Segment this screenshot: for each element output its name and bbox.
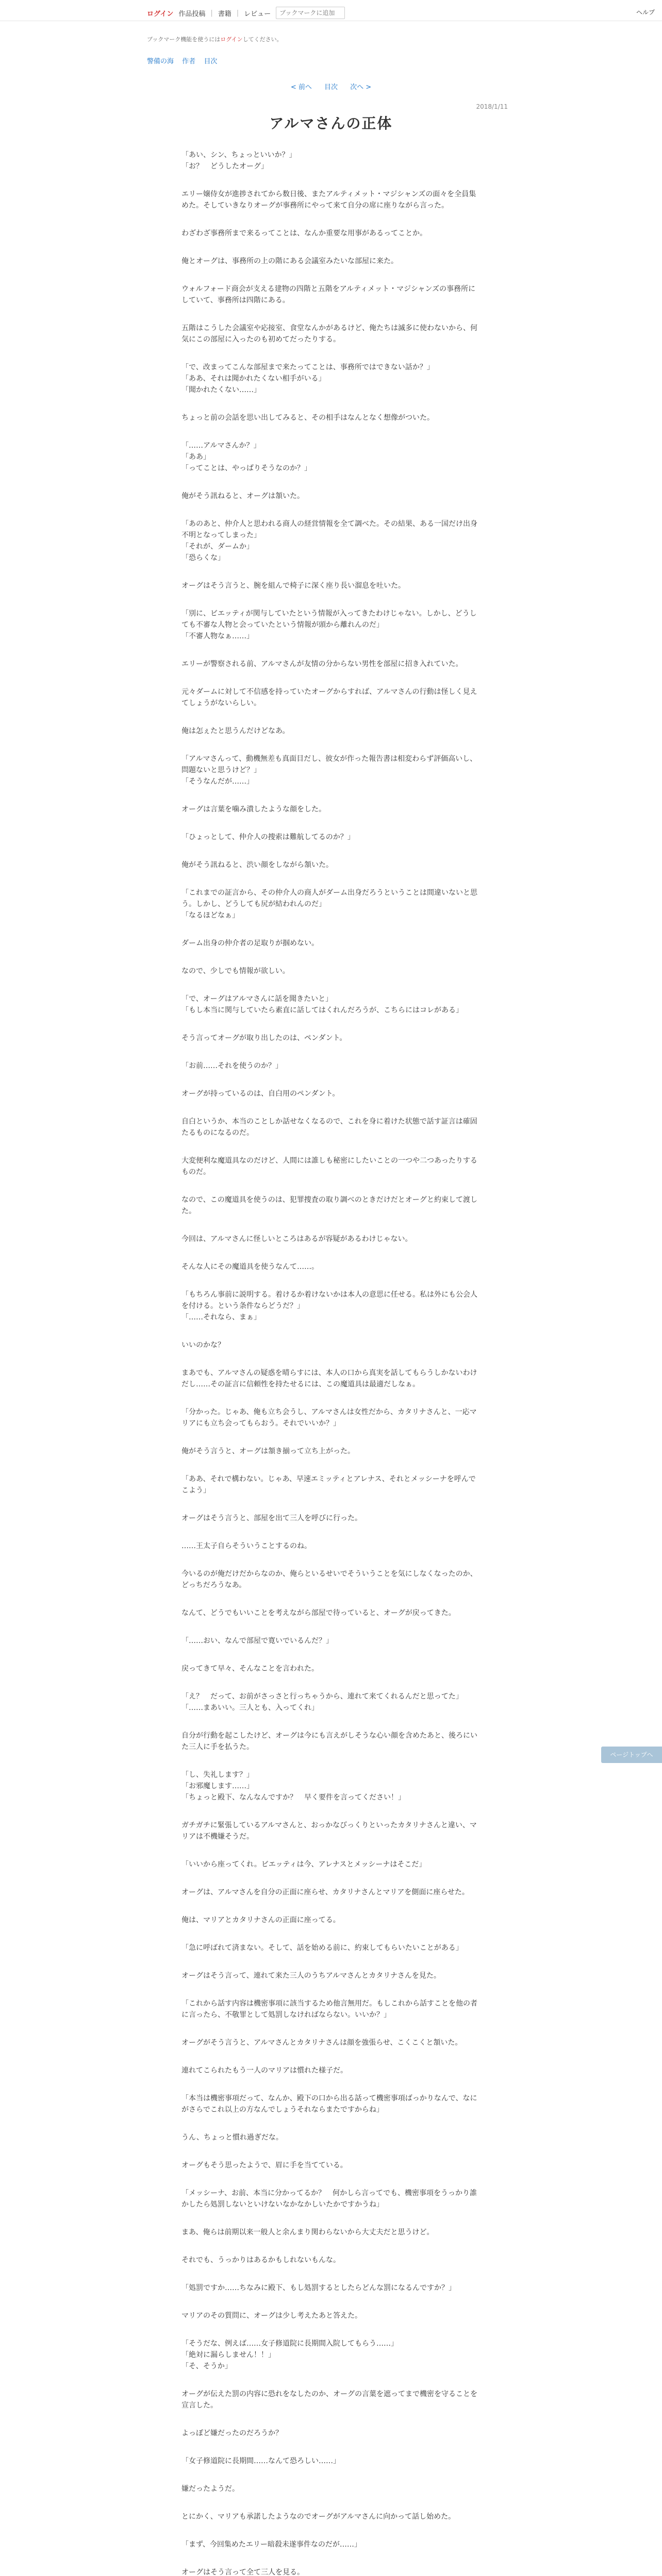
paragraph xyxy=(181,2188,481,2210)
paragraph-gap xyxy=(181,267,481,283)
nav-divider: | xyxy=(236,9,239,17)
paragraph-gap xyxy=(181,1714,481,1730)
paragraph-gap xyxy=(181,1245,481,1261)
paragraph-line: 「お邪魔します……」 xyxy=(181,1782,254,1790)
paragraph-line: なので、この魔道具を使うのは、犯罪捜査の取り調べのときだけだとオーグと約束して渡した。 xyxy=(181,1196,477,1215)
paragraph xyxy=(181,804,481,815)
paragraph-line: 俺とオーグは、事務所の上の階にある会議室みたいな部屋に来た。 xyxy=(181,257,398,265)
help-link[interactable]: ヘルプ xyxy=(636,9,655,16)
top-navigation-bar xyxy=(0,0,662,21)
paragraph-gap xyxy=(181,564,481,580)
publish-date: 2018/1/11 xyxy=(476,103,508,110)
paragraph xyxy=(181,1859,481,1870)
nav-item-books[interactable]: 書籍 xyxy=(218,10,231,18)
paragraph xyxy=(181,2132,481,2143)
paragraph xyxy=(181,938,481,949)
paragraph xyxy=(181,753,481,787)
paragraph xyxy=(181,1998,481,2021)
paragraph-gap xyxy=(181,1753,481,1769)
paragraph-line: 今回は、アルマさんに怪しいところはあるが容疑があるわけじゃない。 xyxy=(181,1235,412,1243)
paragraph xyxy=(181,2483,481,2495)
paragraph xyxy=(181,1116,481,1139)
paragraph-gap xyxy=(181,709,481,725)
paragraph-line: 「恐らくな」 xyxy=(181,554,225,562)
paragraph xyxy=(181,1289,481,1323)
paragraph-gap xyxy=(181,1842,481,1859)
login-link[interactable]: ログイン xyxy=(147,10,174,18)
paragraph-gap xyxy=(181,2372,481,2388)
paragraph-gap xyxy=(181,1016,481,1032)
paragraph xyxy=(181,2282,481,2294)
paragraph xyxy=(181,1691,481,1714)
paragraph xyxy=(181,1340,481,1351)
paragraph-gap xyxy=(181,306,481,323)
paragraph-line: オーグが伝えた罰の内容に恐れをなしたのか、オーグの言葉を遮ってまで機密を守ることを宣言した。 xyxy=(181,2390,477,2410)
breadcrumb-series[interactable]: 警備の海 xyxy=(147,58,174,65)
episode-body xyxy=(181,149,481,2576)
paragraph-line: 「絶対に漏らしません！！」 xyxy=(181,2351,275,2359)
paragraph xyxy=(181,1406,481,1429)
paragraph-line: 「……おい、なんで部屋で寛いでいるんだ？」 xyxy=(181,1637,333,1645)
breadcrumb xyxy=(147,56,223,65)
paragraph-line: 俺がそう訊ねると、渋い顔をしながら頷いた。 xyxy=(181,861,333,869)
paragraph xyxy=(181,658,481,670)
paragraph-line: 俺は、マリアとカタリナさんの正面に座ってる。 xyxy=(181,1916,340,1924)
paragraph-line: 「メッシーナ、お前、本当に分かってるか？ 何かしら言ってでも、機密事項をうっかり誰かしたら処罰しないといけないなかなかしいたかですかうね」 xyxy=(181,2189,477,2209)
nav-item-review[interactable]: レビュー xyxy=(244,10,271,18)
paragraph xyxy=(181,1663,481,1674)
paragraph xyxy=(181,362,481,396)
paragraph-line: 「……それなら、まぁ」 xyxy=(181,1313,261,1321)
paragraph xyxy=(181,1088,481,1099)
paragraph-line: ちょっと前の会話を思い出してみると、その相手はなんとなく想像がついた。 xyxy=(181,414,434,422)
paragraph-line: 元々ダームに対して不信感を持っていたオーグからすれば、アルマさんの行動は怪しく見えてしょうがないらしい。 xyxy=(181,688,477,707)
paragraph-line: 「処罰ですか……ちなみに殿下、もし処罰するとしたらどんな罰になるんですか？」 xyxy=(181,2284,456,2292)
paragraph xyxy=(181,1568,481,1591)
paragraph xyxy=(181,1887,481,1898)
paragraph-gap xyxy=(181,1552,481,1568)
paragraph-gap xyxy=(181,1496,481,1513)
paragraph xyxy=(181,2455,481,2467)
paragraph-gap xyxy=(181,1273,481,1289)
paragraph-gap xyxy=(181,2171,481,2188)
paragraph-gap xyxy=(181,423,481,440)
paragraph-gap xyxy=(181,921,481,938)
paragraph-line: 「いいから座ってくれ。ビエッティは今、アレナスとメッシーナはそこだ」 xyxy=(181,1860,426,1869)
paragraph xyxy=(181,1261,481,1273)
nav-divider: | xyxy=(210,9,213,17)
breadcrumb-toc[interactable]: 目次 xyxy=(204,58,218,65)
prev-link[interactable]: < 前へ xyxy=(290,83,312,91)
paragraph-line: 今いるのが俺だけだからなのか、俺らといるせいでそういうことを気にしなくなったのか、どっちだろうなあ。 xyxy=(181,1570,477,1589)
paragraph-gap xyxy=(181,843,481,859)
paragraph xyxy=(181,490,481,502)
paragraph xyxy=(181,1155,481,1178)
paragraph-line: 「アルマさんって、動機無差も真面目だし、彼女が作った報告書は相変わらず評価高いし、問題ないと思うけど？」 xyxy=(181,755,477,774)
paragraph xyxy=(181,2255,481,2266)
paragraph-gap xyxy=(181,1323,481,1340)
paragraph-gap xyxy=(181,502,481,518)
paragraph-gap xyxy=(181,1870,481,1887)
paragraph-line: オーグはそう言うと、部屋を出て三人を呼びに行った。 xyxy=(181,1514,362,1522)
paragraph-line: 「急に呼ばれて済まない。そして、話を始める前に、約束してもらいたいことがある」 xyxy=(181,1944,463,1952)
paragraph-line: 「ああ、それは聞かれたくない相手がいる」 xyxy=(181,375,326,383)
paragraph-gap xyxy=(181,1591,481,1607)
paragraph-gap xyxy=(181,1099,481,1116)
paragraph-line: ウォルフォード商会が支える建物の四階と五階をアルティメット・マジシャンズの事務所にしていて、事務所は四階にある。 xyxy=(181,285,476,304)
paragraph xyxy=(181,1769,481,1803)
paragraph-line: エリーが警察される前、アルマさんが友情の分からない男性を部屋に招き入れていた。 xyxy=(181,660,463,668)
paragraph-gap xyxy=(181,396,481,412)
paragraph-line: そう言ってオーグが取り出したのは、ペンダント。 xyxy=(181,1034,347,1042)
paragraph xyxy=(181,1970,481,1981)
paragraph-gap xyxy=(181,2522,481,2539)
paragraph-line: オーグは、アルマさんを自分の正面に座らせ、カタリナさんとマリアを側面に座らせた。 xyxy=(181,1888,469,1896)
paragraph xyxy=(181,1367,481,1390)
paragraph xyxy=(181,412,481,423)
paragraph xyxy=(181,832,481,843)
breadcrumb-author[interactable]: 作者 xyxy=(182,58,196,65)
paragraph-line: 「まず、今回集めたエリー暗殺未遂事件なのだが……」 xyxy=(181,2540,361,2549)
paragraph-gap xyxy=(181,2021,481,2037)
episode-pager xyxy=(0,81,662,91)
paragraph-line: 「で、改まってこんな部屋まで来たってことは、事務所ではできない話か？」 xyxy=(181,363,434,371)
paragraph-line: 自分が行動を起こしたけど、オーグは今にも言えがしそうな心い顔を含めたあと、後ろにいた三人に手を払うた。 xyxy=(181,1732,477,1751)
paragraph-line: 「し、失礼します？」 xyxy=(181,1771,254,1779)
paragraph-line: まあ、俺らは前期以来一般人と余んまり関わらないから大丈夫だと思うけど。 xyxy=(181,2228,434,2236)
page-top-button[interactable]: ページトップへ xyxy=(601,1747,662,1763)
paragraph-gap xyxy=(181,1898,481,1914)
paragraph-gap xyxy=(181,2439,481,2455)
paragraph-line: 「……アルマさんか？」 xyxy=(181,442,261,450)
paragraph xyxy=(181,2310,481,2321)
paragraph xyxy=(181,283,481,306)
paragraph-gap xyxy=(181,2266,481,2282)
paragraph-line: 「そうなんだが……」 xyxy=(181,777,254,786)
paragraph xyxy=(181,2428,481,2439)
paragraph-line: ダーム出身の仲介者の足取りが掴めない。 xyxy=(181,939,319,947)
notice-login-link[interactable]: ログイン xyxy=(220,36,243,43)
paragraph-line: なんて、どうでもいいことを考えながら部屋で待っていると、オーグが戻ってきた。 xyxy=(181,1609,456,1617)
paragraph-line: 「そ、そうか」 xyxy=(181,2362,232,2370)
paragraph-gap xyxy=(181,2495,481,2511)
paragraph-gap xyxy=(181,591,481,608)
paragraph-gap xyxy=(181,211,481,228)
paragraph xyxy=(181,149,481,172)
paragraph-gap xyxy=(181,1429,481,1446)
paragraph xyxy=(181,1820,481,1842)
paragraph-gap xyxy=(181,642,481,658)
paragraph xyxy=(181,518,481,564)
paragraph-line: 「ああ」 xyxy=(181,453,210,461)
paragraph-line: ……王太子自らそういうことするのね。 xyxy=(181,1542,311,1550)
paragraph-gap xyxy=(181,1044,481,1060)
paragraph xyxy=(181,2539,481,2550)
paragraph-gap xyxy=(181,172,481,189)
paragraph xyxy=(181,686,481,709)
paragraph-gap xyxy=(181,1217,481,1233)
paragraph-line: 連れてこられたもう一人のマリアは慣れた様子だ。 xyxy=(181,2066,347,2075)
paragraph-gap xyxy=(181,1139,481,1155)
paragraph-line: 「聞かれたくない……」 xyxy=(181,386,261,394)
paragraph-gap xyxy=(181,1981,481,1998)
paragraph-line: 「で、オーグはアルマさんに話を聞きたいと」 xyxy=(181,995,333,1003)
paragraph-gap xyxy=(181,1072,481,1088)
paragraph-line: 「ちょっと殿下、なんなんですか？ 早く要件を言ってください！」 xyxy=(181,1793,405,1802)
paragraph-line: 「女子修道院に長期間……なんて恐ろしい……」 xyxy=(181,2457,340,2465)
paragraph-line: 俺がそう訊ねると、オーグは頷いた。 xyxy=(181,492,304,500)
paragraph-gap xyxy=(181,1647,481,1663)
paragraph-gap xyxy=(181,2321,481,2338)
paragraph-line: 五階はこうした会議室や応接室、食堂なんかがあるけど、俺たちは滅多に使わないから、何気にこの部屋に入ったのも初めてだったりする。 xyxy=(181,324,477,344)
paragraph xyxy=(181,2567,481,2576)
toc-link[interactable]: 目次 xyxy=(324,83,338,91)
nav-item-post[interactable]: 作品投稿 xyxy=(178,10,206,18)
paragraph-gap xyxy=(181,2115,481,2132)
paragraph-gap xyxy=(181,345,481,362)
paragraph xyxy=(181,1233,481,1245)
paragraph-line: 「なるほどなぁ」 xyxy=(181,911,239,920)
paragraph-line: エリー嬢侍女が進捗されてから数日後、またアルティメット・マジシャンズの面々を全員集めた。そしていきなりオーグが事務所にやって来て自分の席に座りながら言った。 xyxy=(181,190,476,210)
paragraph xyxy=(181,1914,481,1926)
paragraph-line: わざわざ事務所まで来るってことは、なんか重要な用事があるってことか。 xyxy=(181,229,427,238)
paragraph xyxy=(181,440,481,474)
paragraph-line: オーグもそう思ったようで、眉に手を当てている。 xyxy=(181,2161,347,2170)
paragraph-line: とにかく、マリアも承諾したようなのでオーグがアルマさんに向かって話し始めた。 xyxy=(181,2513,456,2521)
search-input[interactable] xyxy=(276,7,345,19)
paragraph xyxy=(181,1607,481,1619)
paragraph xyxy=(181,965,481,977)
paragraph xyxy=(181,1635,481,1647)
paragraph-gap xyxy=(181,1390,481,1406)
paragraph-line: 「別に、ビエッティが関与していたという情報が入ってきたわけじゃない。しかし、どうしても不審な人物と会っていたという情報が頭から離れんのだ」 xyxy=(181,609,477,629)
paragraph-line: オーグはそう言って全て三人を見る。 xyxy=(181,2568,304,2576)
paragraph xyxy=(181,859,481,871)
paragraph xyxy=(181,1730,481,1753)
paragraph xyxy=(181,993,481,1016)
paragraph-line: オーグはそう言うと、腕を組んで椅子に深く座り長い溜息を吐いた。 xyxy=(181,582,405,590)
paragraph xyxy=(181,1194,481,1217)
paragraph-line: 「本当は機密事項だって、なんか、殿下の口から出る話って機密事項ばっかりなんで、なにがさらでこれ以上の方なんでしょうそれならまたですからね」 xyxy=(181,2094,477,2114)
paragraph-line: オーグがそう言うと、アルマさんとカタリナさんは顔を強張らせ、こくこくと頷いた。 xyxy=(181,2039,462,2047)
paragraph-gap xyxy=(181,1351,481,1367)
bookmark-notice xyxy=(147,35,283,43)
paragraph-gap xyxy=(181,2210,481,2227)
paragraph-line: それでも、うっかりはあるかもしれないもんな。 xyxy=(181,2256,340,2264)
paragraph-line: 俺は怎ぇたと思うんだけどなあ。 xyxy=(181,727,290,735)
paragraph-gap xyxy=(181,2411,481,2428)
paragraph-line: 「もちろん事前に説明する。着けるか着けないかは本人の意思に任せる。私は外にも公会人を付ける。という条件ならどうだ？」 xyxy=(181,1291,477,1310)
paragraph-line: 「……まあいい。三人とも、入ってくれ」 xyxy=(181,1704,319,1712)
paragraph-line: 「お前……それを使うのか？」 xyxy=(181,1062,283,1070)
paragraph-gap xyxy=(181,1457,481,1473)
paragraph xyxy=(181,2160,481,2171)
paragraph xyxy=(181,1942,481,1954)
paragraph xyxy=(181,323,481,345)
paragraph-line: オーグは言葉を噛み潰したような顔をした。 xyxy=(181,805,326,814)
paragraph-gap xyxy=(181,2467,481,2483)
paragraph xyxy=(181,2065,481,2076)
paragraph xyxy=(181,2037,481,2048)
paragraph-gap xyxy=(181,2048,481,2065)
paragraph xyxy=(181,887,481,921)
paragraph xyxy=(181,2093,481,2115)
paragraph xyxy=(181,228,481,239)
paragraph-line: 戻ってきて早々、そんなことを言われた。 xyxy=(181,1665,319,1673)
paragraph-line: 「え？ だって、お前がさっさと行っちゃうから、連れて来てくれるんだと思ってた」 xyxy=(181,1692,463,1701)
paragraph-line: 嫌だったようだ。 xyxy=(181,2485,239,2493)
paragraph-gap xyxy=(181,2238,481,2255)
notice-text: ブックマーク機能を使うには xyxy=(147,36,221,43)
paragraph-line: 「あのあと、仲介人と思われる商人の経営情報を全て調べた。その結果、ある一国だけ出身不明となってしまった」 xyxy=(181,520,477,539)
paragraph-line: 「お？ どうしたオーグ」 xyxy=(181,162,268,171)
paragraph-gap xyxy=(181,1178,481,1194)
paragraph-gap xyxy=(181,2294,481,2310)
paragraph-gap xyxy=(181,737,481,753)
next-link[interactable]: 次へ > xyxy=(350,83,372,91)
paragraph xyxy=(181,1513,481,1524)
paragraph xyxy=(181,256,481,267)
paragraph xyxy=(181,580,481,591)
paragraph-gap xyxy=(181,815,481,832)
paragraph-line: ガチガチに緊張しているアルマさんと、おっかなびっくりといったカタリナさんと違い、マリアは不機嫌そうだ。 xyxy=(181,1821,477,1841)
paragraph-gap xyxy=(181,787,481,804)
paragraph-line: 「これまでの証言から、その仲介人の商人がダーム出身だろうということは間違いないと思う。しかし、どうしても尻が結われんのだ」 xyxy=(181,889,477,908)
paragraph-line: 「それが、ダームか」 xyxy=(181,543,254,551)
paragraph xyxy=(181,725,481,737)
notice-suffix: してください。 xyxy=(242,36,283,43)
paragraph-line: 「ああ、それで構わない。じゃあ、早速エミッティとアレナス、それとメッシーナを呼んでこよう」 xyxy=(181,1475,476,1495)
paragraph xyxy=(181,2338,481,2372)
paragraph-line: 「不審人物なぁ……」 xyxy=(181,632,254,640)
paragraph xyxy=(181,2388,481,2411)
paragraph-line: 「ってことは、やっぱりそうなのか？」 xyxy=(181,464,311,472)
paragraph-line: なので、少しでも情報が欲しい。 xyxy=(181,967,290,975)
paragraph-line: オーグはそう言って、連れて来た三人のうちアルマさんとカタリナさんを見た。 xyxy=(181,1972,441,1980)
paragraph-gap xyxy=(181,1619,481,1635)
paragraph-line: 「あい、シン、ちょっといいか？」 xyxy=(181,151,296,159)
paragraph-line: 「これから話す内容は機密事項に該当するため他言無用だ。もしこれから話すことを他の者に言ったら、不敬罪として処罰しなければならない。いいか？」 xyxy=(181,1999,477,2019)
paragraph xyxy=(181,1540,481,1552)
paragraph-gap xyxy=(181,2076,481,2093)
paragraph-gap xyxy=(181,977,481,993)
episode-title: アルマさんの正体 xyxy=(269,115,393,132)
paragraph-line: いいのかな？ xyxy=(181,1341,225,1349)
paragraph-line: うん、ちょっと慣れ過ぎだな。 xyxy=(181,2133,283,2142)
paragraph xyxy=(181,2511,481,2522)
paragraph-line: 俺がそう言うと、オーグは頷き揃って立ち上がった。 xyxy=(181,1447,355,1455)
paragraph xyxy=(181,1060,481,1072)
paragraph-gap xyxy=(181,949,481,965)
paragraph-gap xyxy=(181,239,481,256)
paragraph-gap xyxy=(181,1674,481,1691)
paragraph-gap xyxy=(181,871,481,887)
paragraph-line: 自白というか、本当のことしか話せなくなるので、これを身に着けた状態で話す証言は確固たるものになるのだ。 xyxy=(181,1117,477,1137)
paragraph-line: そんな人にその魔道具を使うなんて……。 xyxy=(181,1263,319,1271)
paragraph xyxy=(181,1473,481,1496)
paragraph xyxy=(181,189,481,211)
paragraph xyxy=(181,1032,481,1044)
paragraph-line: マリアのその質問に、オーグは少し考えたあと答えた。 xyxy=(181,2312,362,2320)
paragraph-line: 「そうだな、例えば……女子修道院に長期間入院してもらう……」 xyxy=(181,2340,398,2348)
paragraph-gap xyxy=(181,2550,481,2567)
paragraph-line: 大変便利な魔道具なのだけど、人間には誰しも秘密にしたいことの一つや二つあったりするものだ。 xyxy=(181,1157,477,1176)
main-nav xyxy=(147,7,345,19)
paragraph xyxy=(181,608,481,642)
paragraph-line: 「分かった。じゃあ、俺も立ち会うし、アルマさんは女性だから、カタリナさんと、一応マリアにも立ち会ってもらおう。それでいいか？」 xyxy=(181,1408,477,1428)
paragraph-gap xyxy=(181,2143,481,2160)
paragraph-gap xyxy=(181,1926,481,1942)
paragraph xyxy=(181,2227,481,2238)
paragraph-gap xyxy=(181,1954,481,1970)
paragraph-line: まあでも、アルマさんの疑惑を晴らすには、本人の口から真実を話してもらうしかないわけだし……その証言に信頼性を持たせるには、この魔道具は最適だしなぁ。 xyxy=(181,1369,477,1388)
paragraph-gap xyxy=(181,1803,481,1820)
paragraph-line: よっぽど嫌だったのだろうか？ xyxy=(181,2429,283,2437)
paragraph-gap xyxy=(181,670,481,686)
paragraph xyxy=(181,1446,481,1457)
paragraph-gap xyxy=(181,1524,481,1540)
paragraph-gap xyxy=(181,474,481,490)
paragraph-line: 「もし本当に関与していたら素直に話してはくれんだろうが、こちらにはコレがある」 xyxy=(181,1006,463,1014)
paragraph-line: 「ひょっとして、仲介人の捜索は難航してるのか？」 xyxy=(181,833,355,841)
paragraph-line: オーグが持っているのは、自白用のペンダント。 xyxy=(181,1090,340,1098)
